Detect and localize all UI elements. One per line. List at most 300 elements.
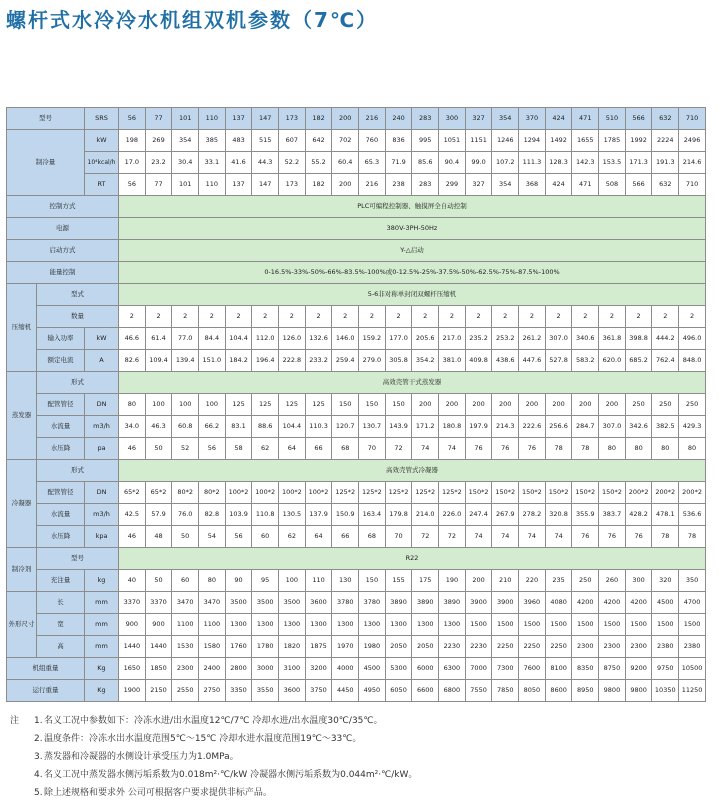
table-row — [7, 570, 706, 592]
value-cell: 250 — [625, 394, 652, 416]
value-cell: 900 — [145, 614, 172, 636]
value-cell: 8600 — [545, 680, 572, 702]
value-cell: 1151 — [465, 130, 492, 152]
section-label: 外形尺寸 — [7, 592, 37, 658]
value-cell: 2 — [332, 306, 359, 328]
value-cell: 151.0 — [199, 350, 226, 372]
value-cell: 710 — [679, 174, 706, 196]
value-cell: 200*2 — [625, 482, 652, 504]
value-cell: 125*2 — [412, 482, 439, 504]
value-cell: 836 — [385, 130, 412, 152]
value-cell: 632 — [652, 174, 679, 196]
value-cell: 685.2 — [625, 350, 652, 372]
value-cell: 1500 — [572, 614, 599, 636]
value-cell: 253.2 — [492, 328, 519, 350]
table-row — [7, 482, 706, 504]
row-label: 型号 — [37, 548, 119, 570]
value-cell: 74 — [439, 438, 466, 460]
value-cell: 368 — [519, 174, 546, 196]
value-cell: 41.6 — [225, 152, 252, 174]
value-cell: 10500 — [679, 658, 706, 680]
value-cell: 198 — [119, 130, 146, 152]
value-cell: 1650 — [119, 658, 146, 680]
model-cell: 424 — [545, 108, 572, 130]
model-cell: 300 — [439, 108, 466, 130]
table-row — [7, 526, 706, 548]
value-cell: 2250 — [545, 636, 572, 658]
value-cell: 438.6 — [492, 350, 519, 372]
value-cell: 3500 — [252, 592, 279, 614]
row-label: 输入功率 — [37, 328, 85, 350]
value-cell: 132.6 — [305, 328, 332, 350]
row-label: 配管管径 — [37, 394, 85, 416]
row-label: 能量控制 — [7, 262, 119, 284]
value-cell: 3470 — [172, 592, 199, 614]
value-cell: 2 — [252, 306, 279, 328]
model-cell: 566 — [625, 108, 652, 130]
value-cell: 146.0 — [332, 328, 359, 350]
value-cell: 100 — [172, 394, 199, 416]
value-cell: 354 — [172, 130, 199, 152]
unit-cell: Kg — [85, 680, 119, 702]
value-cell: 1500 — [625, 614, 652, 636]
value-cell: 762.4 — [652, 350, 679, 372]
value-cell: 65*2 — [145, 482, 172, 504]
row-label: 水压降 — [37, 438, 85, 460]
note-number: 2. — [34, 734, 43, 744]
value-cell: 2 — [519, 306, 546, 328]
value-cell: 110 — [305, 570, 332, 592]
value-cell: 103.9 — [225, 504, 252, 526]
value-cell: 2 — [119, 306, 146, 328]
row-label: 形式 — [37, 372, 119, 394]
value-cell: 1780 — [252, 636, 279, 658]
value-cell: 150*2 — [519, 482, 546, 504]
value-cell: 1492 — [545, 130, 572, 152]
unit-cell: DN — [85, 482, 119, 504]
model-cell: 182 — [305, 108, 332, 130]
value-cell: 2 — [199, 306, 226, 328]
value-cell: 6600 — [412, 680, 439, 702]
value-cell: 2300 — [572, 636, 599, 658]
value-cell: 7550 — [465, 680, 492, 702]
value-cell: 6300 — [439, 658, 466, 680]
row-label: 额定电流 — [37, 350, 85, 372]
value-cell: 3900 — [465, 592, 492, 614]
row-label: 电源 — [7, 218, 119, 240]
value-cell: 52 — [172, 438, 199, 460]
value-cell: 233.2 — [305, 350, 332, 372]
model-cell: 56 — [119, 108, 146, 130]
value-cell: 74 — [465, 526, 492, 548]
note-number: 4. — [34, 770, 43, 780]
value-cell: 1760 — [225, 636, 252, 658]
value-cell: 2380 — [652, 636, 679, 658]
value-cell: 125*2 — [385, 482, 412, 504]
value-cell: 2 — [572, 306, 599, 328]
value-cell: 111.3 — [519, 152, 546, 174]
value-cell: 2 — [625, 306, 652, 328]
value-cell: 222.8 — [279, 350, 306, 372]
note-item — [10, 712, 417, 730]
value-cell: 1500 — [465, 614, 492, 636]
value-cell: 143.9 — [385, 416, 412, 438]
value-cell: 147 — [252, 174, 279, 196]
value-cell: 478.1 — [652, 504, 679, 526]
value-cell: 80*2 — [172, 482, 199, 504]
table-row — [7, 306, 706, 328]
value-cell: 342.6 — [625, 416, 652, 438]
value-cell: 250 — [652, 394, 679, 416]
value-cell: 444.2 — [652, 328, 679, 350]
value-cell: 137 — [225, 174, 252, 196]
value-cell: 200 — [332, 174, 359, 196]
value-cell: 1300 — [359, 614, 386, 636]
value-cell: 2 — [279, 306, 306, 328]
value-cell: 109.4 — [145, 350, 172, 372]
value-cell: 99.0 — [465, 152, 492, 174]
value-cell: 4080 — [545, 592, 572, 614]
value-cell: 80 — [599, 438, 626, 460]
row-label: 型式 — [37, 284, 119, 306]
value-cell: 1500 — [545, 614, 572, 636]
value-cell: 3370 — [119, 592, 146, 614]
value-cell: 2 — [359, 306, 386, 328]
value-cell: 110.3 — [305, 416, 332, 438]
value-cell: 60.8 — [172, 416, 199, 438]
value-cell: 1294 — [519, 130, 546, 152]
value-cell: 100 — [145, 394, 172, 416]
value-cell: 182 — [305, 174, 332, 196]
value-cell: 9750 — [652, 658, 679, 680]
value-cell: 3890 — [412, 592, 439, 614]
value-cell: 78 — [679, 526, 706, 548]
value-cell: 126.0 — [279, 328, 306, 350]
value-cell: 1785 — [599, 130, 626, 152]
value-cell: 2 — [145, 306, 172, 328]
value-cell: 190 — [439, 570, 466, 592]
note-text: 除上述规格和要求外 公司可根据客户要求提供非标产品。 — [44, 788, 272, 798]
value-cell: 184.2 — [225, 350, 252, 372]
value-cell: 65.3 — [359, 152, 386, 174]
value-cell: 447.6 — [519, 350, 546, 372]
row-label: 制冷量 — [7, 130, 85, 196]
unit-cell: SRS — [85, 108, 119, 130]
row-label: 充注量 — [37, 570, 85, 592]
value-cell: 515 — [252, 130, 279, 152]
value-cell: 200 — [465, 570, 492, 592]
value-cell: 90 — [225, 570, 252, 592]
value-cell: 2 — [439, 306, 466, 328]
value-cell: 527.8 — [545, 350, 572, 372]
table-row — [7, 218, 706, 240]
value-cell: 483 — [225, 130, 252, 152]
value-cell: 1530 — [172, 636, 199, 658]
value-cell: 46 — [119, 526, 146, 548]
value-cell: 702 — [332, 130, 359, 152]
value-cell: 259.4 — [332, 350, 359, 372]
value-cell: 2400 — [199, 658, 226, 680]
model-cell: 216 — [359, 108, 386, 130]
value-cell: 995 — [412, 130, 439, 152]
value-cell: 205.6 — [412, 328, 439, 350]
value-cell: 6800 — [439, 680, 466, 702]
value-cell: 8750 — [599, 658, 626, 680]
unit-cell: RT — [85, 174, 119, 196]
value-cell: 10350 — [652, 680, 679, 702]
unit-cell: m3/h — [85, 416, 119, 438]
note-item — [10, 748, 417, 766]
unit-cell: kg — [85, 570, 119, 592]
table-row — [7, 240, 706, 262]
row-label: 宽 — [37, 614, 85, 636]
unit-cell: m3/h — [85, 504, 119, 526]
value-cell: 471 — [572, 174, 599, 196]
value-cell: 82.6 — [119, 350, 146, 372]
model-cell: 710 — [679, 108, 706, 130]
value-cell: 2750 — [199, 680, 226, 702]
value-cell: 4200 — [599, 592, 626, 614]
table-row — [7, 262, 706, 284]
value-cell: 2300 — [172, 658, 199, 680]
value-cell: 7850 — [492, 680, 519, 702]
value-cell: 66 — [305, 438, 332, 460]
value-cell: 3600 — [279, 680, 306, 702]
value-cell: 3500 — [279, 592, 306, 614]
value-cell: 3000 — [252, 658, 279, 680]
model-cell: 327 — [465, 108, 492, 130]
evaporator-type-value: 高效壳管干式蒸发器 — [119, 372, 706, 394]
value-cell: 424 — [545, 174, 572, 196]
table-row — [7, 614, 706, 636]
value-cell: 235 — [545, 570, 572, 592]
value-cell: 354 — [492, 174, 519, 196]
value-cell: 2 — [465, 306, 492, 328]
unit-cell: kW — [85, 130, 119, 152]
value-cell: 620.0 — [599, 350, 626, 372]
value-cell: 76 — [492, 438, 519, 460]
value-cell: 305.8 — [385, 350, 412, 372]
value-cell: 3900 — [492, 592, 519, 614]
row-label: 形式 — [37, 460, 119, 482]
value-cell: 200 — [519, 394, 546, 416]
table-row — [7, 592, 706, 614]
value-cell: 214.0 — [412, 504, 439, 526]
value-cell: 84.4 — [199, 328, 226, 350]
note-item — [10, 784, 417, 802]
value-cell: 1500 — [652, 614, 679, 636]
value-cell: 1655 — [572, 130, 599, 152]
unit-cell: 10⁴kcal/h — [85, 152, 119, 174]
model-cell: 370 — [519, 108, 546, 130]
table-row — [7, 328, 706, 350]
value-cell: 1500 — [679, 614, 706, 636]
value-cell: 8100 — [545, 658, 572, 680]
value-cell: 30.4 — [172, 152, 199, 174]
notes — [10, 712, 417, 802]
condenser-type-value: 高效壳管式冷凝器 — [119, 460, 706, 482]
note-text: 蒸发器和冷凝器的水侧设计承受压力为1.0MPa。 — [44, 752, 239, 762]
row-label: 型号 — [7, 108, 85, 130]
value-cell: 1300 — [225, 614, 252, 636]
model-cell: 147 — [252, 108, 279, 130]
value-cell: 70 — [359, 438, 386, 460]
value-cell: 848.0 — [679, 350, 706, 372]
value-cell: 340.6 — [572, 328, 599, 350]
value-cell: 4500 — [652, 592, 679, 614]
value-cell: 7000 — [465, 658, 492, 680]
value-cell: 76 — [519, 438, 546, 460]
value-cell: 381.0 — [439, 350, 466, 372]
value-cell: 355.9 — [572, 504, 599, 526]
value-cell: 1440 — [145, 636, 172, 658]
table-row — [7, 284, 706, 306]
table-row — [7, 174, 706, 196]
value-cell: 4200 — [572, 592, 599, 614]
value-cell: 429.3 — [679, 416, 706, 438]
value-cell: 137.9 — [305, 504, 332, 526]
model-cell: 632 — [652, 108, 679, 130]
value-cell: 261.2 — [519, 328, 546, 350]
value-cell: 210 — [492, 570, 519, 592]
section-label: 压缩机 — [7, 284, 37, 372]
value-cell: 1500 — [492, 614, 519, 636]
note-number: 3. — [34, 752, 43, 762]
unit-cell: mm — [85, 614, 119, 636]
value-cell: 3200 — [305, 658, 332, 680]
value-cell: 90.4 — [439, 152, 466, 174]
value-cell: 7300 — [492, 658, 519, 680]
value-cell: 78 — [652, 526, 679, 548]
value-cell: 307.0 — [545, 328, 572, 350]
value-cell: 2050 — [412, 636, 439, 658]
note-item — [10, 766, 417, 784]
value-cell: 200 — [545, 394, 572, 416]
value-cell: 64 — [305, 526, 332, 548]
value-cell: 74 — [519, 526, 546, 548]
value-cell: 150 — [359, 394, 386, 416]
value-cell: 77.0 — [172, 328, 199, 350]
value-cell: 2496 — [679, 130, 706, 152]
value-cell: 52.2 — [279, 152, 306, 174]
value-cell: 200 — [412, 394, 439, 416]
value-cell: 3960 — [519, 592, 546, 614]
unit-cell: A — [85, 350, 119, 372]
value-cell: 3470 — [199, 592, 226, 614]
value-cell: 238 — [385, 174, 412, 196]
value-cell: 100 — [199, 394, 226, 416]
value-cell: 150*2 — [492, 482, 519, 504]
compressor-type-value: 5-6非对称单封闭双螺杆压缩机 — [119, 284, 706, 306]
value-cell: 100*2 — [279, 482, 306, 504]
value-cell: 222.6 — [519, 416, 546, 438]
value-cell: 128.3 — [545, 152, 572, 174]
value-cell: 80*2 — [199, 482, 226, 504]
value-cell: 150 — [332, 394, 359, 416]
value-cell: 3100 — [279, 658, 306, 680]
value-cell: 60.4 — [332, 152, 359, 174]
value-cell: 56 — [119, 174, 146, 196]
value-cell: 2230 — [439, 636, 466, 658]
value-cell: 173 — [279, 174, 306, 196]
table-row — [7, 658, 706, 680]
row-label: 水流量 — [37, 416, 85, 438]
value-cell: 2 — [172, 306, 199, 328]
table-row — [7, 548, 706, 570]
value-cell: 83.1 — [225, 416, 252, 438]
value-cell: 200*2 — [652, 482, 679, 504]
table-row — [7, 394, 706, 416]
note-number: 5. — [34, 788, 43, 798]
value-cell: 180.8 — [439, 416, 466, 438]
value-cell: 11250 — [679, 680, 706, 702]
value-cell: 508 — [599, 174, 626, 196]
value-cell: 62 — [252, 438, 279, 460]
value-cell: 50 — [172, 526, 199, 548]
value-cell: 107.2 — [492, 152, 519, 174]
value-cell: 125*2 — [332, 482, 359, 504]
value-cell: 125 — [252, 394, 279, 416]
value-cell: 171.3 — [625, 152, 652, 174]
value-cell: 1500 — [599, 614, 626, 636]
value-cell: 1440 — [119, 636, 146, 658]
value-cell: 100*2 — [225, 482, 252, 504]
value-cell: 247.4 — [465, 504, 492, 526]
value-cell: 163.4 — [359, 504, 386, 526]
value-cell: 1246 — [492, 130, 519, 152]
value-cell: 17.0 — [119, 152, 146, 174]
value-cell: 88.6 — [252, 416, 279, 438]
value-cell: 1300 — [332, 614, 359, 636]
value-cell: 48 — [145, 526, 172, 548]
value-cell: 354.2 — [412, 350, 439, 372]
spec-table — [6, 107, 706, 702]
value-cell: 2300 — [599, 636, 626, 658]
value-cell: 76 — [625, 526, 652, 548]
row-label: 高 — [37, 636, 85, 658]
value-cell: 1500 — [519, 614, 546, 636]
value-cell: 1900 — [119, 680, 146, 702]
value-cell: 760 — [359, 130, 386, 152]
value-cell: 44.3 — [252, 152, 279, 174]
section-label: 蒸发器 — [7, 372, 37, 460]
value-cell: 179.8 — [385, 504, 412, 526]
unit-cell: Kg — [85, 658, 119, 680]
value-cell: 200 — [439, 394, 466, 416]
value-cell: 2 — [599, 306, 626, 328]
value-cell: 1300 — [439, 614, 466, 636]
value-cell: 46.3 — [145, 416, 172, 438]
row-label: 机组重量 — [7, 658, 85, 680]
value-cell: 1100 — [199, 614, 226, 636]
value-cell: 536.6 — [679, 504, 706, 526]
unit-cell: mm — [85, 636, 119, 658]
row-label: 水流量 — [37, 504, 85, 526]
value-cell: 66 — [332, 526, 359, 548]
value-cell: 130.7 — [359, 416, 386, 438]
value-cell: 1580 — [199, 636, 226, 658]
model-cell: 354 — [492, 108, 519, 130]
row-label: 启动方式 — [7, 240, 119, 262]
note-text: 名义工况中参数如下：冷冻水进/出水温度12℃/7℃ 冷却水进/出水温度30℃/35℃。 — [44, 716, 383, 726]
value-cell: 7600 — [519, 658, 546, 680]
value-cell: 320 — [652, 570, 679, 592]
value-cell: 2 — [412, 306, 439, 328]
value-cell: 2250 — [492, 636, 519, 658]
value-cell: 196.4 — [252, 350, 279, 372]
value-cell: 200 — [492, 394, 519, 416]
row-label: 数量 — [37, 306, 119, 328]
